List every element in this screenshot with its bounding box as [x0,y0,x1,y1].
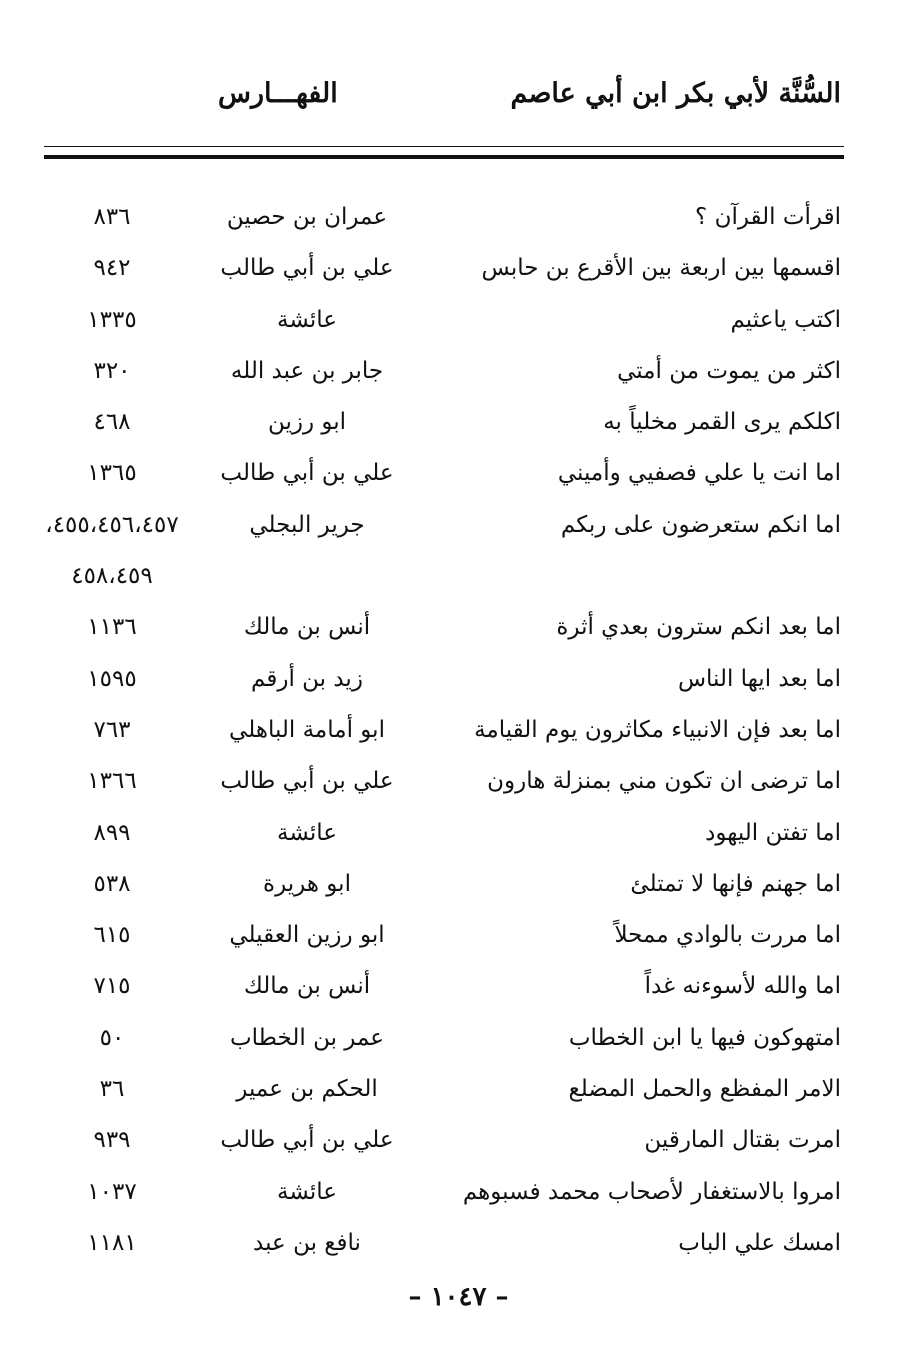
hadith-number: ٨٩٩ [93,819,131,846]
hadith-text: اكثر من يموت من أمتي [617,357,841,384]
index-row [0,397,917,448]
hadith-number: ١٣٦٦ [87,768,137,795]
hadith-text: اما والله لأسوءنه غداً [644,973,841,1000]
hadith-number: ١٥٩٥ [87,665,137,692]
narrator-name: ابو رزين العقيلي [229,922,385,949]
hadith-text: اما انكم ستعرضون على ربكم [560,511,841,538]
index-row [0,500,917,551]
hadith-number: ٦١٥ [93,922,131,949]
hadith-text: امرت بقتال المارقين [644,1127,841,1154]
index-row [0,602,917,653]
narrator-name: الحكم بن عمير [236,1076,378,1103]
narrator-name: علي بن أبي طالب [220,255,394,282]
hadith-number: ٤٦٨ [93,409,131,436]
narrator-name: ابو هريرة [263,870,351,897]
hadith-number: ٥٠ [99,1024,125,1051]
index-row [0,192,917,243]
section-title: الفهـــارس [218,78,338,109]
hadith-text: الامر المفظع والحمل المضلع [568,1076,841,1103]
hadith-number: ١٣٣٥ [87,306,137,333]
hadith-number: ١١٣٦ [87,614,137,641]
index-row [0,961,917,1012]
index-row [0,1115,917,1166]
hadith-text: اما بعد انكم سترون بعدي أثرة [556,614,841,641]
index-row [0,808,917,859]
hadith-number: ٤٥٥،٤٥٦،٤٥٧، [45,511,179,538]
hadith-text: اكلكم يرى القمر مخلياً به [603,409,841,436]
hadith-number: ١٠٣٧ [87,1178,137,1205]
narrator-name: جرير البجلي [249,511,365,538]
hadith-number: ٩٣٩ [93,1127,131,1154]
hadith-text: اما ترضى ان تكون مني بمنزلة هارون [487,768,841,795]
narrator-name: ابو أمامة الباهلي [229,716,385,743]
narrator-name: أنس بن مالك [243,614,371,641]
hadith-number: ٧١٥ [93,973,131,1000]
hadith-text: امروا بالاستغفار لأصحاب محمد فسبوهم [462,1178,841,1205]
header-rule-thin [44,146,844,147]
book-title: السُّنَّة لأبي بكر ابن أبي عاصم [510,78,841,109]
index-table [0,192,917,1269]
index-row [0,1064,917,1115]
narrator-name: جابر بن عبد الله [230,357,384,384]
index-row [0,756,917,807]
narrator-name: أنس بن مالك [243,973,371,1000]
hadith-text: اقسمها بين اربعة بين الأقرع بن حابس [481,255,841,282]
index-row [0,346,917,397]
index-row [0,1013,917,1064]
index-row [0,448,917,499]
index-row [0,910,917,961]
narrator-name: ابو رزين [267,409,347,436]
narrator-name: عائشة [277,306,337,333]
header-rule-thick [44,155,844,159]
hadith-number: ١٣٦٥ [87,460,137,487]
index-row [0,1218,917,1269]
index-row [0,243,917,294]
hadith-number: ٨٣٦ [93,204,131,230]
index-row [0,295,917,346]
hadith-number: ١١٨١ [87,1229,137,1256]
narrator-name: علي بن أبي طالب [220,768,394,795]
hadith-text: اما مررت بالوادي ممحلاً [614,922,841,949]
index-row [0,705,917,756]
hadith-text: اكتب ياعثيم [730,306,841,333]
page-number: – ١٠٤٧ – [408,1282,509,1312]
index-row [0,859,917,910]
hadith-number: ٧٦٣ [93,716,131,743]
index-row [0,654,917,705]
narrator-name: علي بن أبي طالب [220,1127,394,1154]
hadith-text: امتهوكون فيها يا ابن الخطاب [568,1024,841,1051]
narrator-name: علي بن أبي طالب [220,460,394,487]
index-row [0,551,917,602]
narrator-name: عائشة [277,1178,337,1205]
hadith-text: اما بعد فإن الانبياء مكاثرون يوم القيامة [474,716,841,743]
hadith-number: ٤٥٨،٤٥٩ [71,563,153,590]
hadith-number: ٥٣٨ [93,870,131,897]
index-row [0,1167,917,1218]
hadith-number: ٣٢٠ [93,357,131,384]
narrator-name: زيد بن أرقم [251,665,363,692]
hadith-text: اما تفتن اليهود [705,819,841,846]
hadith-text: اقرأت القرآن ؟ [695,204,841,230]
hadith-number: ٣٦ [99,1076,125,1103]
hadith-text: اما جهنم فإنها لا تمتلئ [630,870,841,897]
narrator-name: نافع بن عبد [253,1229,361,1256]
narrator-name: عائشة [277,819,337,846]
hadith-text: اما انت يا علي فصفيي وأميني [557,460,841,487]
hadith-text: اما بعد ايها الناس [677,665,841,692]
hadith-text: امسك علي الباب [678,1229,841,1256]
narrator-name: عمران بن حصين [226,204,388,230]
hadith-number: ٩٤٢ [93,255,131,282]
narrator-name: عمر بن الخطاب [229,1024,384,1051]
